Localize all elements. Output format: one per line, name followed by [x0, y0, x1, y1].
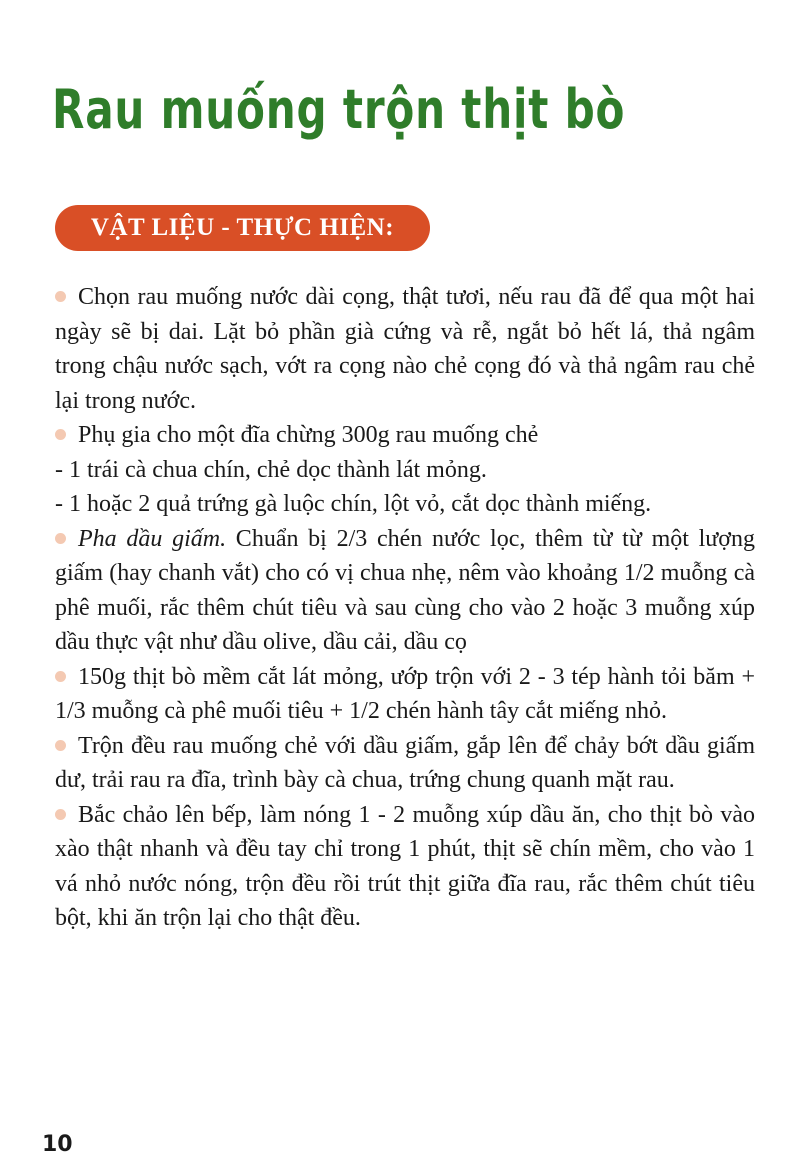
paragraph-6 — [55, 798, 755, 936]
section-header — [55, 205, 430, 251]
bullet-icon — [55, 809, 66, 820]
bullet-icon — [55, 291, 66, 302]
paragraph-2 — [55, 418, 755, 453]
paragraph-5-text: Trộn đều rau muống chẻ với dầu giấm, gắp lên để chảy bớt dầu giấm dư, trải rau ra đĩa, trình bày cà chua, trứng chung quanh mặt rau. — [55, 732, 755, 793]
paragraph-4 — [55, 660, 755, 729]
recipe-title: Rau muống trộn thịt bò — [52, 78, 626, 141]
paragraph-5 — [55, 729, 755, 798]
section-header-label: VẬT LIỆU - THỰC HIỆN: — [90, 214, 395, 241]
paragraph-1 — [55, 280, 755, 418]
bullet-icon — [55, 533, 66, 544]
paragraph-3-text: Chuẩn bị 2/3 chén nước lọc, thêm từ từ một lượng giấm (hay chanh vắt) cho có vị chua nhẹ, nêm vào khoảng 1/2 muỗng cà phê muối, rắc thêm chút tiêu và sau cùng cho vào 2 hoặc 3 muỗng xúp dầu thực vật như dầu olive, dầu cải, dầu cọ — [55, 525, 755, 655]
paragraph-3 — [55, 522, 755, 660]
paragraph-3-heading: Pha dầu giấm. — [78, 525, 227, 552]
bullet-icon — [55, 429, 66, 440]
ingredient-line-2: - 1 hoặc 2 quả trứng gà luộc chín, lột vỏ, cắt dọc thành miếng. — [55, 491, 652, 517]
paragraph-4-text: 150g thịt bò mềm cắt lát mỏng, ướp trộn với 2 - 3 tép hành tỏi băm + 1/3 muỗng cà phê muối tiêu + 1/2 chén hành tây cắt miếng nhỏ. — [55, 663, 755, 724]
paragraph-1-text: Chọn rau muống nước dài cọng, thật tươi, nếu rau đã để qua một hai ngày sẽ bị dai. Lặt bỏ phần già cứng và rễ, ngắt bỏ hết lá, thả ngâm trong chậu nước sạch, vớt ra cọng nào chẻ cọng đó và thả ngâm rau chẻ lại trong nước. — [55, 284, 755, 414]
bullet-icon — [55, 740, 66, 751]
ingredient-line-1: - 1 trái cà chua chín, chẻ dọc thành lát mỏng. — [55, 456, 487, 483]
page-number: 10 — [42, 1132, 73, 1157]
bullet-icon — [55, 671, 66, 682]
paragraph-6-text: Bắc chảo lên bếp, làm nóng 1 - 2 muỗng xúp dầu ăn, cho thịt bò vào xào thật nhanh và đều tay chỉ trong 1 phút, thịt sẽ chín mềm, cho vào 1 vá nhỏ nước nóng, trộn đều rồi trút thịt giữa đĩa rau, rắc thêm chút tiêu bột, khi ăn trộn lại cho thật đều. — [55, 801, 755, 931]
recipe-body — [55, 280, 755, 936]
paragraph-2-text: Phụ gia cho một đĩa chừng 300g rau muống chẻ — [78, 422, 539, 448]
